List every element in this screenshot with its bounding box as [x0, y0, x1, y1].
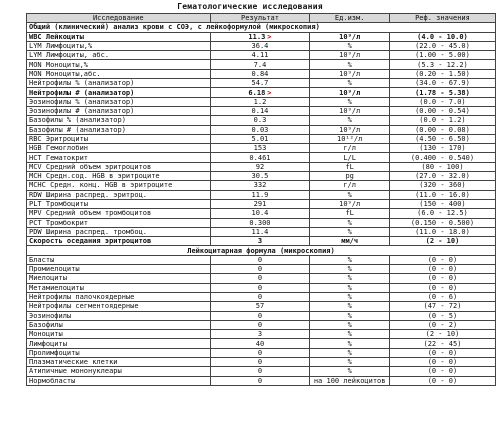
unit: pg: [310, 172, 390, 181]
unit: %: [310, 97, 390, 106]
unit: г/л: [310, 144, 390, 153]
test-name: Эозинофилы: [27, 311, 211, 320]
header-unit: Ед.изм.: [310, 14, 390, 23]
unit: %: [310, 218, 390, 227]
result-value: 1.2: [253, 97, 267, 106]
result-value: 7.4: [253, 60, 267, 69]
unit: 10⁹/л: [310, 199, 390, 208]
result-cell: [210, 348, 310, 357]
reference-range: (0.00 - 0.08): [389, 125, 495, 134]
reference-range: (0.0 - 7.0): [389, 97, 495, 106]
result-cell: [210, 41, 310, 50]
table-row: [27, 302, 496, 311]
reference-range: (320 - 360): [389, 181, 495, 190]
reference-range: (5.3 - 12.2): [389, 60, 495, 69]
unit: %: [310, 339, 390, 348]
result-value: 153: [253, 144, 267, 153]
result-cell: [210, 153, 310, 162]
abnormal-flag: >: [267, 88, 272, 97]
unit: 10⁹/л: [310, 32, 390, 41]
unit: fL: [310, 162, 390, 171]
result-cell: [210, 144, 310, 153]
result-value: 5.01: [251, 135, 269, 143]
reference-range: (27.0 - 32.0): [389, 172, 495, 181]
reference-range: (0 - 0): [389, 357, 495, 366]
result-value: 6.18: [248, 88, 266, 97]
test-name: MON Моноциты,%: [27, 60, 211, 69]
section-title: Общий (клинический) анализ крови с СОЭ, с лейкоформулой (микроскопия): [27, 23, 496, 32]
unit: г/л: [310, 181, 390, 190]
result-value: 0: [257, 320, 263, 329]
reference-range: (4.0 - 10.0): [389, 32, 495, 41]
reference-range: (0 - 0): [389, 367, 495, 376]
result-cell: [210, 339, 310, 348]
table-row: [27, 60, 496, 69]
result-value: 0: [257, 265, 263, 274]
unit: 10⁹/л: [310, 69, 390, 78]
result-value: 30.5: [251, 172, 269, 181]
reference-range: (150 - 400): [389, 199, 495, 208]
result-value: 0.84: [251, 69, 269, 78]
reference-range: (11.0 - 18.0): [389, 227, 495, 236]
result-cell: [210, 79, 310, 88]
result-value: 0.461: [249, 153, 271, 162]
test-name: RBC Эритроциты: [27, 134, 211, 143]
unit: %: [310, 311, 390, 320]
unit: %: [310, 227, 390, 236]
test-name: Эозинофилы # (анализатор): [27, 106, 211, 115]
unit: 10⁹/л: [310, 106, 390, 115]
test-name: MCH Средн.сод. HGB в эритроците: [27, 172, 211, 181]
reference-range: (0.0 - 1.2): [389, 116, 495, 125]
test-name: MCHC Средн. конц. HGB в эритроците: [27, 181, 211, 190]
table-row: [27, 311, 496, 320]
test-name: LYM Лимфоциты, абс.: [27, 51, 211, 60]
unit: fL: [310, 209, 390, 218]
table-row: [27, 292, 496, 301]
test-name: LYM Лимфоциты,%: [27, 41, 211, 50]
section-title: Лейкоцитарная формула (микроскопия): [27, 246, 496, 255]
result-cell: [210, 51, 310, 60]
reference-range: (0 - 0): [389, 348, 495, 357]
result-cell: [210, 116, 310, 125]
table-row: [27, 348, 496, 357]
test-name: Бласты: [27, 255, 211, 264]
unit: 10⁹/л: [310, 125, 390, 134]
unit: %: [310, 41, 390, 50]
test-name: Скорость оседания эритроцитов: [27, 237, 211, 246]
test-name: Базофилы: [27, 320, 211, 329]
header-test: Исследование: [27, 14, 211, 23]
result-cell: [210, 311, 310, 320]
result-value: 0: [257, 274, 263, 283]
unit: %: [310, 255, 390, 264]
table-row: [27, 41, 496, 50]
test-name: HCT Гематокрит: [27, 153, 211, 162]
table-row: [27, 172, 496, 181]
table-row: [27, 125, 496, 134]
result-cell: [210, 172, 310, 181]
reference-range: (0 - 0): [389, 265, 495, 274]
result-value: 3: [257, 237, 263, 246]
test-name: Нейтрофилы палочкоядерные: [27, 292, 211, 301]
result-cell: [210, 218, 310, 227]
test-name: Лимфоциты: [27, 339, 211, 348]
table-row: [27, 320, 496, 329]
reference-range: (0.150 - 0.500): [389, 218, 495, 227]
unit: 10¹²/л: [310, 134, 390, 143]
test-name: Плазматические клетки: [27, 357, 211, 366]
result-value: 11.9: [251, 190, 269, 199]
result-value: 4.11: [251, 51, 269, 60]
table-row: [27, 218, 496, 227]
reference-range: (34.0 - 67.9): [389, 79, 495, 88]
result-value: 0: [257, 255, 263, 264]
result-cell: [210, 209, 310, 218]
test-name: MPV Средний объем тромбоцитов: [27, 209, 211, 218]
table-row: [27, 199, 496, 208]
test-name: Базофилы # (анализатор): [27, 125, 211, 134]
unit: на 100 лейкоцитов: [310, 376, 390, 385]
table-row: [27, 330, 496, 339]
unit: %: [310, 367, 390, 376]
test-name: Нейтрофилы % (анализатор): [27, 79, 211, 88]
result-cell: [210, 330, 310, 339]
unit: %: [310, 265, 390, 274]
table-row: [27, 144, 496, 153]
unit: 10⁹/л: [310, 51, 390, 60]
table-row: [27, 32, 496, 41]
result-cell: [210, 255, 310, 264]
result-value: 54.7: [251, 79, 269, 88]
reference-range: (1.78 - 5.38): [389, 88, 495, 97]
reference-range: (22 - 45): [389, 339, 495, 348]
result-value: 0: [257, 376, 263, 385]
reference-range: (0.400 - 0.540): [389, 153, 495, 162]
table-row: [27, 97, 496, 106]
table-row: [27, 357, 496, 366]
reference-range: (47 - 72): [389, 302, 495, 311]
unit: %: [310, 79, 390, 88]
unit: %: [310, 320, 390, 329]
test-name: PCT Тромбокрит: [27, 218, 211, 227]
result-value: 0: [257, 293, 263, 302]
result-cell: [210, 376, 310, 385]
table-row: [27, 265, 496, 274]
test-name: WBC Лейкоциты: [27, 32, 211, 41]
reference-range: (0.20 - 1.50): [389, 69, 495, 78]
test-name: Атипичные мононуклеары: [27, 367, 211, 376]
test-name: Промиелоциты: [27, 265, 211, 274]
reference-range: (80 - 100): [389, 162, 495, 171]
result-value: 0: [257, 367, 263, 376]
test-name: PLT Тромбоциты: [27, 199, 211, 208]
reference-range: (2 - 10): [389, 330, 495, 339]
unit: %: [310, 60, 390, 69]
result-cell: [210, 265, 310, 274]
result-value: 0.14: [251, 107, 269, 116]
test-name: MON Моноциты,абс.: [27, 69, 211, 78]
unit: %: [310, 116, 390, 125]
result-value: 36.4: [251, 42, 269, 51]
result-cell: [210, 32, 310, 41]
test-name: Нейтрофилы # (анализатор): [27, 88, 211, 97]
result-cell: [210, 237, 310, 246]
test-name: RDW Ширина распред. эритроц.: [27, 190, 211, 199]
reference-range: (1.00 - 5.00): [389, 51, 495, 60]
test-name: Пролимфоциты: [27, 348, 211, 357]
table-row: [27, 51, 496, 60]
report-title: Гематологические исследования: [177, 2, 323, 11]
result-value: 92: [255, 162, 265, 171]
table-row: [27, 69, 496, 78]
result-value: 40: [255, 339, 265, 348]
reference-range: (4.50 - 6.50): [389, 134, 495, 143]
result-value: 11.3: [248, 32, 266, 41]
reference-range: (0 - 6): [389, 292, 495, 301]
table-row: [27, 153, 496, 162]
test-name: Эозинофилы % (анализатор): [27, 97, 211, 106]
result-cell: [210, 367, 310, 376]
reference-range: (0 - 0): [389, 255, 495, 264]
unit: 10⁹/л: [310, 88, 390, 97]
table-row: [27, 283, 496, 292]
reference-range: (11.0 - 16.0): [389, 190, 495, 199]
table-row: [27, 209, 496, 218]
test-name: MCV Средний объем эритроцитов: [27, 162, 211, 171]
result-cell: [210, 162, 310, 171]
result-value: 0: [257, 283, 263, 292]
header-reference: Реф. значения: [389, 14, 495, 23]
reference-range: (22.0 - 45.0): [389, 41, 495, 50]
results-table: [26, 13, 496, 386]
result-cell: [210, 274, 310, 283]
unit: %: [310, 190, 390, 199]
table-header-row: [27, 14, 496, 23]
table-row: [27, 181, 496, 190]
test-name: Базофилы % (анализатор): [27, 116, 211, 125]
unit: мм/ч: [310, 237, 390, 246]
result-cell: [210, 302, 310, 311]
result-cell: [210, 283, 310, 292]
table-row: [27, 367, 496, 376]
test-name: Метамиелоциты: [27, 283, 211, 292]
table-row: [27, 88, 496, 97]
unit: %: [310, 330, 390, 339]
result-value: 0.3: [253, 116, 267, 125]
result-cell: [210, 69, 310, 78]
result-cell: [210, 199, 310, 208]
result-value: 11.4: [251, 227, 269, 236]
result-value: 3: [257, 330, 263, 339]
result-cell: [210, 190, 310, 199]
result-cell: [210, 134, 310, 143]
result-value: 332: [253, 181, 267, 190]
table-row: [27, 134, 496, 143]
reference-range: (0 - 0): [389, 274, 495, 283]
unit: %: [310, 302, 390, 311]
result-cell: [210, 106, 310, 115]
abnormal-flag: >: [267, 32, 272, 41]
section-header-cbc: [27, 23, 496, 32]
reference-range: (0 - 0): [389, 376, 495, 385]
reference-range: (0.00 - 0.54): [389, 106, 495, 115]
result-cell: [210, 97, 310, 106]
test-name: HGB Гемоглобин: [27, 144, 211, 153]
result-cell: [210, 320, 310, 329]
unit: %: [310, 292, 390, 301]
reference-range: (2 - 10): [389, 237, 495, 246]
table-row: [27, 274, 496, 283]
table-row: [27, 255, 496, 264]
result-cell: [210, 125, 310, 134]
test-name: Миелоциты: [27, 274, 211, 283]
result-value: 0.300: [249, 218, 271, 227]
table-row: [27, 190, 496, 199]
table-row: [27, 116, 496, 125]
result-value: 0: [257, 311, 263, 320]
table-row: [27, 106, 496, 115]
reference-range: (6.0 - 12.5): [389, 209, 495, 218]
result-value: 0.03: [251, 125, 269, 134]
result-cell: [210, 181, 310, 190]
reference-range: (0 - 5): [389, 311, 495, 320]
result-cell: [210, 60, 310, 69]
table-row: [27, 227, 496, 236]
result-value: 291: [253, 200, 267, 209]
reference-range: (130 - 170): [389, 144, 495, 153]
result-value: 57: [255, 302, 265, 311]
result-cell: [210, 88, 310, 97]
unit: %: [310, 348, 390, 357]
unit: L/L: [310, 153, 390, 162]
result-cell: [210, 292, 310, 301]
result-value: 10.4: [251, 209, 269, 218]
test-name: PDW Ширина распред. тромбоц.: [27, 227, 211, 236]
reference-range: (0 - 2): [389, 320, 495, 329]
section-header-leukogram: [27, 246, 496, 255]
table-row: [27, 79, 496, 88]
result-value: 0: [257, 358, 263, 367]
result-value: 0: [257, 348, 263, 357]
unit: %: [310, 357, 390, 366]
table-row: [27, 376, 496, 385]
table-row: [27, 237, 496, 246]
table-row: [27, 339, 496, 348]
result-cell: [210, 227, 310, 236]
unit: %: [310, 283, 390, 292]
test-name: Нейтрофилы сегментоядерные: [27, 302, 211, 311]
test-name: Нормобласты: [27, 376, 211, 385]
header-result: Результат: [210, 14, 310, 23]
result-cell: [210, 357, 310, 366]
unit: %: [310, 274, 390, 283]
reference-range: (0 - 0): [389, 283, 495, 292]
table-row: [27, 162, 496, 171]
test-name: Моноциты: [27, 330, 211, 339]
